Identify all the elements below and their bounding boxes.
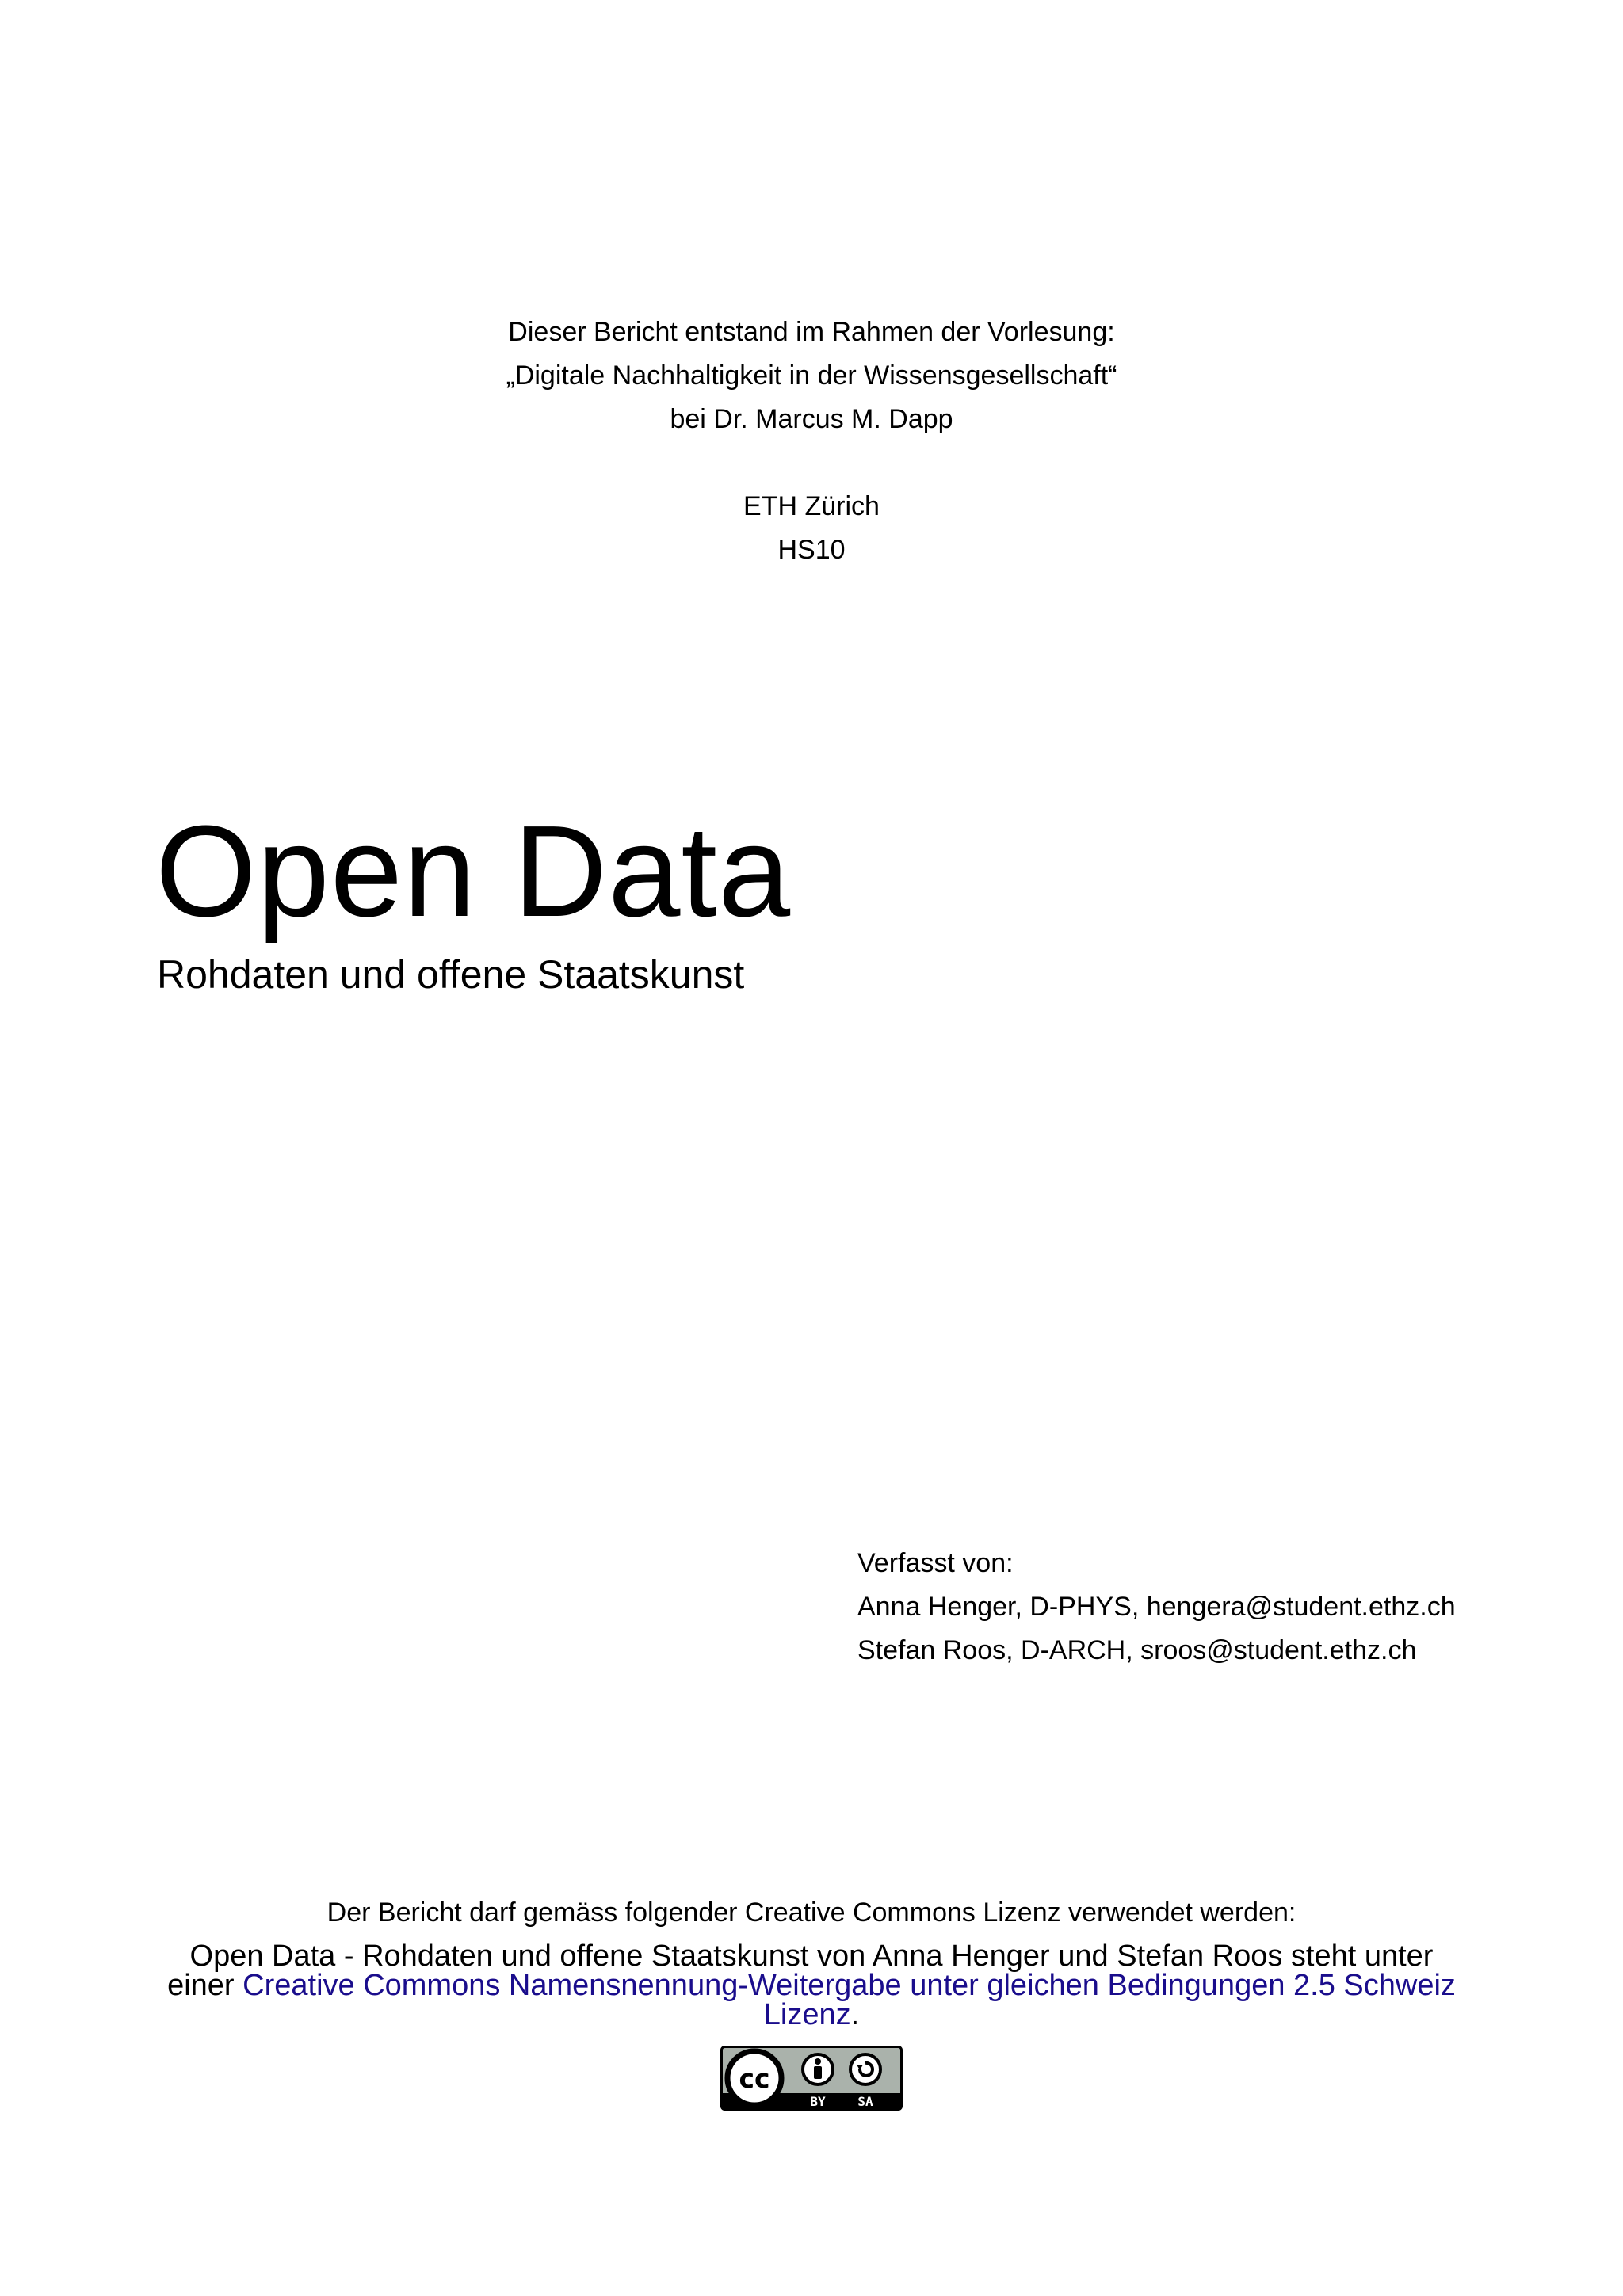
badge-by-label: BY xyxy=(810,2094,826,2109)
license-statement xyxy=(158,1939,1465,2031)
title-block xyxy=(155,800,791,998)
license-intro: Der Bericht darf gemäss folgender Creative Commons Lizenz verwendet werden: xyxy=(327,1897,1296,1928)
license-block xyxy=(0,1893,1623,2111)
by-person-head xyxy=(815,2058,821,2065)
author-entry: Stefan Roos, D-ARCH, sroos@student.ethz.ch xyxy=(857,1635,1417,1665)
course-lecturer: bei Dr. Marcus M. Dapp xyxy=(670,404,953,434)
sa-share-alike-icon xyxy=(850,2054,880,2084)
by-person-body xyxy=(814,2066,822,2079)
license-text-after: . xyxy=(850,1998,860,2031)
page-subtitle: Rohdaten und offene Staatskunst xyxy=(157,952,745,997)
course-intro: Dieser Bericht entstand im Rahmen der Vorlesung: xyxy=(508,317,1115,347)
page-title: Open Data xyxy=(155,799,792,944)
badge-sa-label: SA xyxy=(857,2094,873,2109)
cc-letters: cc xyxy=(739,2063,770,2094)
authors-label: Verfasst von: xyxy=(857,1548,1014,1578)
license-text-before: Open Data - Rohdaten und offene Staatskunst von Anna Henger und Stefan Roos steht unter einer xyxy=(167,1939,1434,2002)
course-info xyxy=(0,311,1623,572)
institution: ETH Zürich xyxy=(743,491,880,521)
course-spacer xyxy=(0,441,1623,485)
license-link[interactable]: Creative Commons Namensnennung-Weitergabe unter gleichen Bedingungen 2.5 Schweiz Lizenz xyxy=(242,1969,1456,2031)
author-entry: Anna Henger, D-PHYS, hengera@student.ethz.ch xyxy=(857,1592,1456,1622)
authors-block xyxy=(857,1542,1456,1672)
semester: HS10 xyxy=(777,535,846,565)
cc-by-sa-badge-icon[interactable] xyxy=(720,2046,903,2111)
course-title: „Digitale Nachhaltigkeit in der Wissensgesellschaft“ xyxy=(506,360,1117,391)
